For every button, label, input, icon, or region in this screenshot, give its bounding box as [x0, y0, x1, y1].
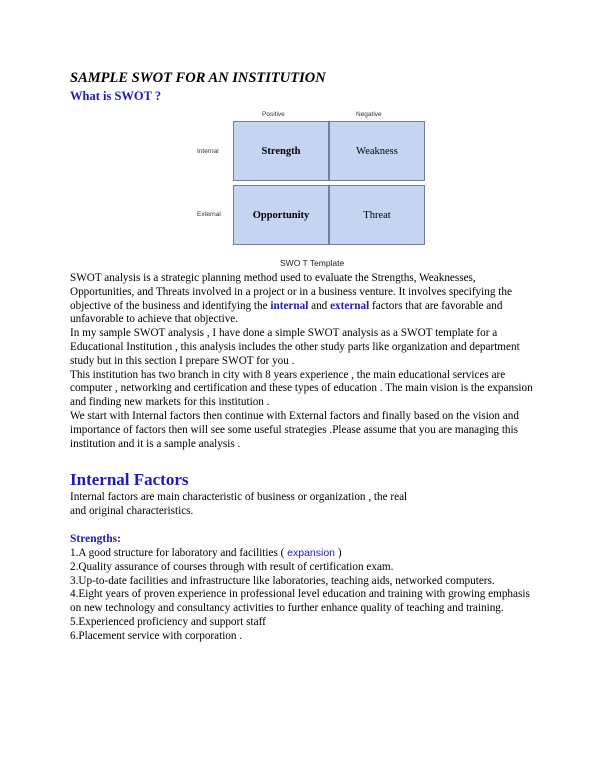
list-item: 1.A good structure for laboratory and facilities ( expansion )	[70, 547, 342, 559]
positive-label: Positive	[262, 111, 285, 118]
negative-label: Negative	[356, 111, 382, 118]
paragraph-2: In my sample SWOT analysis , I have done a simple SWOT analysis as a SWOT template for a Educational Institution , this analysis includes the other study parts like organization and department study but in this section I prepare SWOT for you .	[70, 327, 520, 367]
list-item: 5.Experienced proficiency and support staff	[70, 615, 266, 628]
expansion-link[interactable]: expansion	[287, 547, 336, 559]
list-item: 4.Eight years of proven experience in professional level education and training with growing emphasis on new technology and consultancy activities to further enhance quality of teaching and training.	[70, 588, 530, 615]
external-label: External	[197, 211, 221, 218]
list-item: 2.Quality assurance of courses through with result of certification exam.	[70, 560, 394, 573]
paragraph-4: We start with Internal factors then continue with External factors and finally based on the vision and importance of factors then will see some useful strategies .Please assume that you are managing this institution and it is a sample analysis .	[70, 409, 519, 450]
internal-factors-heading: Internal Factors	[70, 470, 189, 489]
opportunity-box: Opportunity	[233, 185, 329, 245]
internal-label: Internal	[197, 148, 219, 155]
page-title: SAMPLE SWOT FOR AN INSTITUTION	[70, 70, 326, 86]
internal-factors-intro: Internal factors are main characteristic of business or organization , the real and original characteristics.	[70, 491, 408, 517]
list-item: 6.Placement service with corporation .	[70, 629, 243, 642]
diagram-caption: SWO T Template	[280, 258, 345, 268]
body-text	[70, 272, 535, 451]
paragraph-1: SWOT analysis is a strategic planning method used to evaluate the Strengths, Weaknesses, Opportunities, and Threats involved in a project or in a business venture. It involves specifying the objective of the business and identifying the internal and external factors that are favorable and unfavorable to achieve that objective.	[70, 272, 512, 326]
strengths-heading: Strengths:	[70, 533, 121, 545]
weakness-box: Weakness	[329, 121, 425, 181]
paragraph-3: This institution has two branch in city with 8 years experience , the main educational services are computer , networking and certification and these types of education . The main vision is the expansion and finding new markets for this institution .	[70, 368, 533, 409]
list-item: 3.Up-to-date facilities and infrastructure like laboratories, teaching aids, networked computers.	[70, 574, 495, 587]
internal-highlight: internal	[270, 299, 309, 312]
strengths-list	[70, 547, 535, 644]
external-highlight: external	[330, 299, 370, 312]
threat-box: Threat	[329, 185, 425, 245]
strength-box: Strength	[233, 121, 329, 181]
section-subtitle: What is SWOT ?	[70, 89, 162, 103]
